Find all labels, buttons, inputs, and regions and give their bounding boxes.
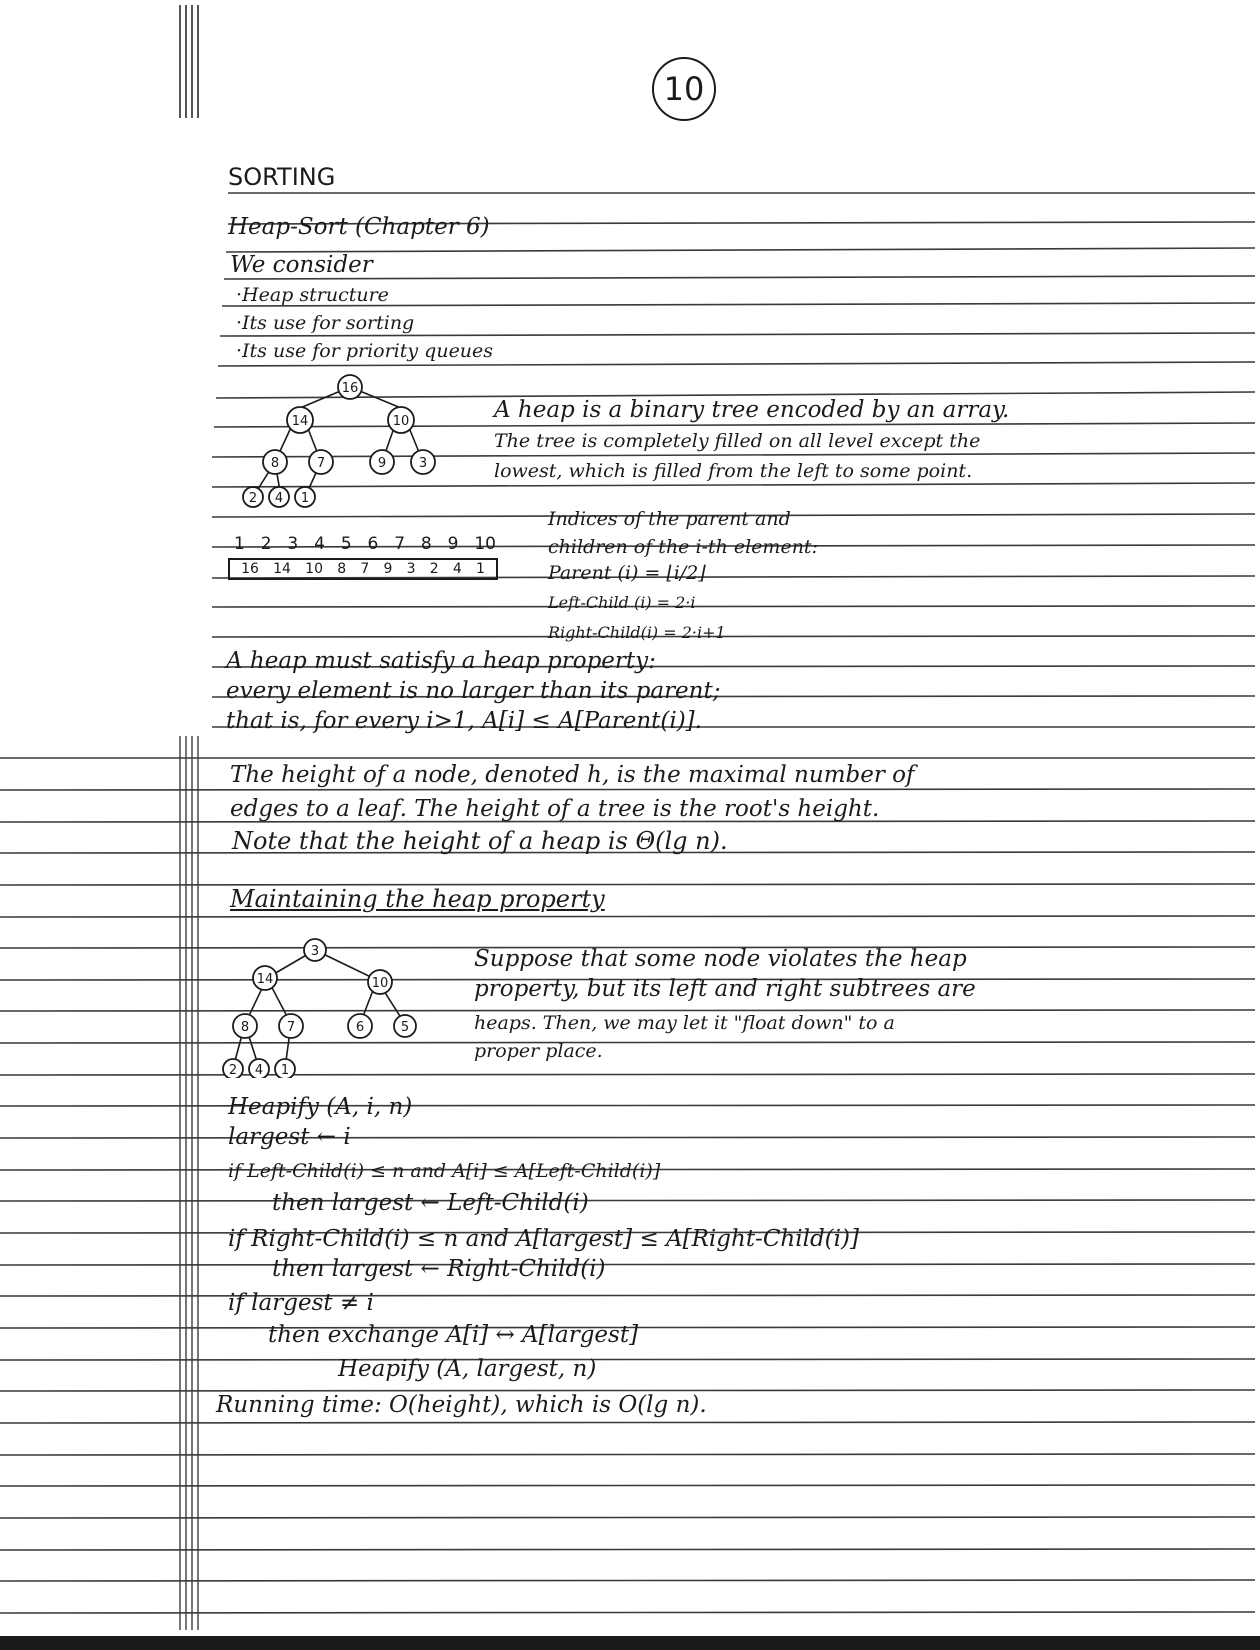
maintaining-line-2: property, but its left and right subtrees are bbox=[474, 976, 976, 1002]
intro-bullet-3: ·Its use for priority queues bbox=[236, 340, 494, 362]
right-child-formula: Right-Child(i) = 2·i+1 bbox=[548, 623, 726, 642]
intro-lead: We consider bbox=[230, 252, 373, 278]
tree1-node: 7 bbox=[316, 456, 326, 471]
heap-property-line-3: that is, for every i>1, A[i] ≤ A[Parent(i)]. bbox=[226, 708, 702, 734]
array-index: 7 bbox=[394, 534, 406, 554]
array-index: 9 bbox=[447, 534, 459, 554]
scan-edge bbox=[0, 1636, 1260, 1650]
array-cell: 2 bbox=[429, 561, 439, 577]
tree1-node: 1 bbox=[300, 491, 310, 506]
array-index-row bbox=[234, 534, 496, 554]
array-cell: 16 bbox=[241, 561, 259, 577]
tree1-node: 9 bbox=[377, 456, 387, 471]
heapify-line-4: if Right-Child(i) ≤ n and A[largest] ≤ A[Right-Child(i)] bbox=[228, 1226, 859, 1252]
indices-note-line-1: Indices of the parent and bbox=[548, 508, 791, 530]
indices-note-line-2: children of the i-th element: bbox=[548, 536, 818, 558]
array-index: 1 bbox=[234, 534, 245, 554]
height-line-2: edges to a leaf. The height of a tree is the root's height. bbox=[230, 796, 880, 822]
heapify-signature: Heapify (A, i, n) bbox=[228, 1094, 413, 1120]
page-number: 10 bbox=[663, 70, 705, 108]
array-index: 3 bbox=[287, 534, 299, 554]
tree2-node: 14 bbox=[256, 972, 274, 987]
running-time: Running time: O(height), which is O(lg n). bbox=[216, 1392, 707, 1418]
heapify-line-7: then exchange A[i] ↔ A[largest] bbox=[268, 1322, 639, 1348]
height-line-1: The height of a node, denoted h, is the maximal number of bbox=[230, 762, 915, 788]
heapify-line-6: if largest ≠ i bbox=[228, 1290, 374, 1316]
heapify-line-5: then largest ← Right-Child(i) bbox=[272, 1256, 606, 1282]
maintaining-line-3: heaps. Then, we may let it "float down" to a bbox=[474, 1012, 895, 1034]
tree1-node: 14 bbox=[291, 414, 309, 429]
tree2-node: 7 bbox=[286, 1020, 296, 1035]
array-index: 5 bbox=[340, 534, 352, 554]
array-index: 2 bbox=[260, 534, 272, 554]
array-cell: 4 bbox=[452, 561, 462, 577]
tree1-node: 10 bbox=[392, 414, 410, 429]
parent-formula: Parent (i) = ⌊i/2⌋ bbox=[548, 562, 706, 584]
heap-def-line-1: A heap is a binary tree encoded by an array. bbox=[494, 397, 1010, 423]
heap-property-line-1: A heap must satisfy a heap property: bbox=[226, 648, 656, 674]
tree2-node: 2 bbox=[228, 1063, 238, 1078]
heapify-line-3: then largest ← Left-Child(i) bbox=[272, 1190, 589, 1216]
tree1-node: 3 bbox=[418, 456, 428, 471]
maintaining-line-4: proper place. bbox=[474, 1040, 603, 1062]
array-index: 8 bbox=[420, 534, 432, 554]
heapify-line-2: if Left-Child(i) ≤ n and A[i] ≤ A[Left-Child(i)] bbox=[228, 1160, 661, 1182]
height-line-3: Note that the height of a heap is Θ(lg n). bbox=[232, 827, 728, 855]
array-cell: 1 bbox=[475, 561, 485, 577]
tree2-node: 10 bbox=[371, 976, 389, 991]
array-cell: 14 bbox=[273, 561, 291, 577]
maintaining-heading: Maintaining the heap property bbox=[230, 885, 605, 913]
array-cell: 9 bbox=[383, 561, 393, 577]
heapify-line-1: largest ← i bbox=[228, 1124, 351, 1150]
intro-bullet-1: ·Heap structure bbox=[236, 284, 389, 306]
array-cell: 8 bbox=[337, 561, 347, 577]
tree2-node: 4 bbox=[254, 1063, 264, 1078]
section-subtitle: Heap-Sort (Chapter 6) bbox=[228, 214, 490, 240]
heap-property-line-2: every element is no larger than its parent; bbox=[226, 678, 721, 704]
array-index: 4 bbox=[314, 534, 325, 554]
array-cell: 3 bbox=[406, 561, 416, 577]
page-title: SORTING bbox=[228, 163, 336, 191]
tree1-node: 8 bbox=[270, 456, 280, 471]
tree2-node: 8 bbox=[240, 1020, 250, 1035]
array-cell: 10 bbox=[305, 561, 323, 577]
tree2-node: 6 bbox=[355, 1020, 365, 1035]
heap-tree-diagram bbox=[225, 372, 465, 512]
tree1-node: 2 bbox=[248, 491, 258, 506]
tree2-node: 1 bbox=[280, 1063, 290, 1078]
maintaining-line-1: Suppose that some node violates the heap bbox=[474, 946, 967, 972]
left-child-formula: Left-Child (i) = 2·i bbox=[548, 593, 696, 612]
page-number-circle bbox=[652, 57, 716, 121]
array-index: 10 bbox=[474, 534, 496, 554]
heapify-tree-diagram bbox=[215, 938, 435, 1078]
heapify-line-8: Heapify (A, largest, n) bbox=[338, 1356, 597, 1382]
array-index: 6 bbox=[367, 534, 379, 554]
tree1-node: 16 bbox=[341, 381, 359, 396]
tree2-node: 3 bbox=[310, 944, 320, 959]
tree2-node: 5 bbox=[400, 1020, 410, 1035]
heap-def-line-3: lowest, which is filled from the left to some point. bbox=[494, 460, 973, 482]
heap-def-line-2: The tree is completely filled on all level except the bbox=[494, 430, 981, 452]
heap-array bbox=[228, 558, 498, 580]
tree1-node: 4 bbox=[274, 491, 284, 506]
intro-bullet-2: ·Its use for sorting bbox=[236, 312, 415, 334]
array-cell: 7 bbox=[360, 561, 370, 577]
